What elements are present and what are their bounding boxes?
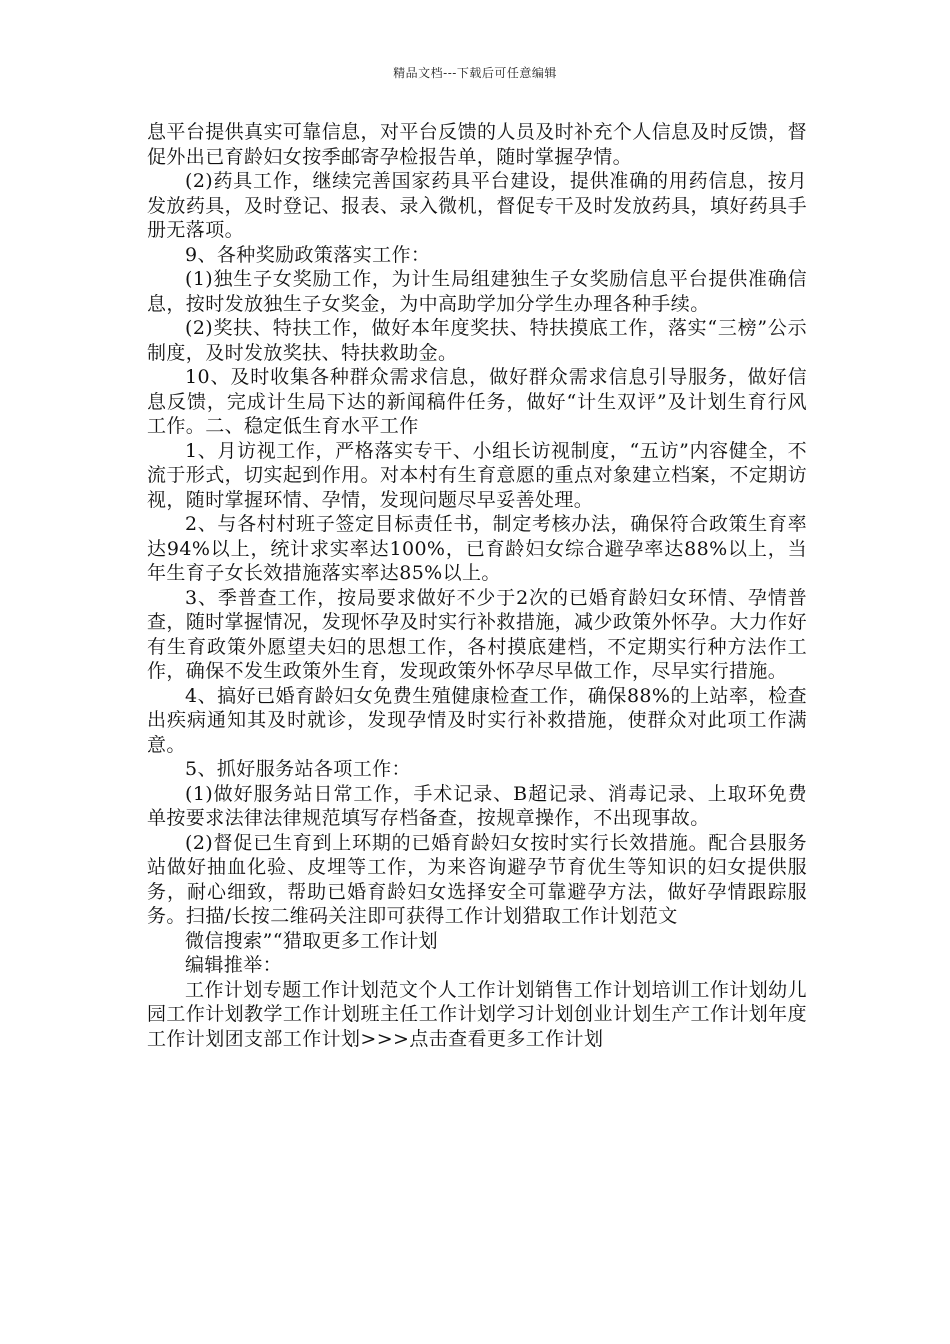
paragraph: 10、及时收集各种群众需求信息，做好群众需求信息引导服务，做好信息反馈，完成计生局下达的新闻稿件任务，做好“计生双评”及计划生育行风工作。二、稳定低生育水平工作 (147, 366, 807, 437)
paragraph: (2)奖扶、特扶工作，做好本年度奖扶、特扶摸底工作，落实“三榜”公示制度，及时发放奖扶、特扶救助金。 (147, 317, 807, 364)
paragraph: 5、抓好服务站各项工作： (185, 758, 411, 780)
paragraph: (1)独生子女奖励工作，为计生局组建独生子女奖励信息平台提供准确信息，按时发放独生子女奖金，为中高助学加分学生办理各种手续。 (147, 268, 807, 315)
page-header: 精品文档---下载后可任意编辑 (393, 66, 557, 80)
paragraph: 编辑推举： (185, 954, 283, 976)
paragraph: 息平台提供真实可靠信息，对平台反馈的人员及时补充个人信息及时反馈，督促外出已育龄妇女按季邮寄孕检报告单，随时掌握孕情。 (147, 121, 807, 168)
paragraph: 4、搞好已婚育龄妇女免费生殖健康检查工作，确保88%的上站率，检查出疾病通知其及时就诊，发现孕情及时实行补救措施，使群众对此项工作满意。 (147, 684, 807, 756)
paragraph: 1、月访视工作，严格落实专干、小组长访视制度，“五访”内容健全，不流于形式，切实起到作用。对本村有生育意愿的重点对象建立档案，不定期访视，随时掌握环情、孕情，发现问题尽早妥善处理。 (147, 439, 807, 511)
paragraph: 微信搜索”“猎取更多工作计划 (185, 929, 439, 952)
paragraph: 3、季普查工作，按局要求做好不少于2次的已婚育龄妇女环情、孕情普查，随时掌握情况，发现怀孕及时实行补救措施，减少政策外怀孕。大力作好有生育政策外愿望夫妇的思想工作，各村摸底建档，不定期实行种方法作工作，确保不发生政策外生育，发现政策外怀孕尽早做工作，尽早实行措施。 (147, 586, 807, 682)
document-body (147, 120, 807, 1051)
paragraph: 2、与各村村班子签定目标责任书，制定考核办法，确保符合政策生育率达94%以上，统计求实率达100%，已育龄妇女综合避孕率达88%以上，当年生育子女长效措施落实率达85%以上。 (147, 513, 807, 584)
paragraph: 9、各种奖励政策落实工作： (185, 243, 431, 266)
paragraph: 工作计划专题工作计划范文个人工作计划销售工作计划培训工作计划幼儿园工作计划教学工作计划班主任工作计划学习计划创业计划生产工作计划年度工作计划团支部工作计划>>>点击查看更多工作计划 (147, 978, 807, 1050)
paragraph: (1)做好服务站日常工作，手术记录、B超记录、消毒记录、上取环免费单按要求法律法律规范填写存档备查，按规章操作，不出现事故。 (147, 782, 807, 829)
paragraph: (2)药具工作，继续完善国家药具平台建设，提供准确的用药信息，按月发放药具，及时登记、报表、录入微机，督促专干及时发放药具，填好药具手册无落项。 (147, 170, 807, 241)
paragraph: (2)督促已生育到上环期的已婚育龄妇女按时实行长效措施。配合县服务站做好抽血化验、皮埋等工作，为来咨询避孕节育优生等知识的妇女提供服务，耐心细致，帮助已婚育龄妇女选择安全可靠避孕方法，做好孕情跟踪服务。扫描/长按二维码关注即可获得工作计划猎取工作计划范文 (147, 831, 807, 927)
